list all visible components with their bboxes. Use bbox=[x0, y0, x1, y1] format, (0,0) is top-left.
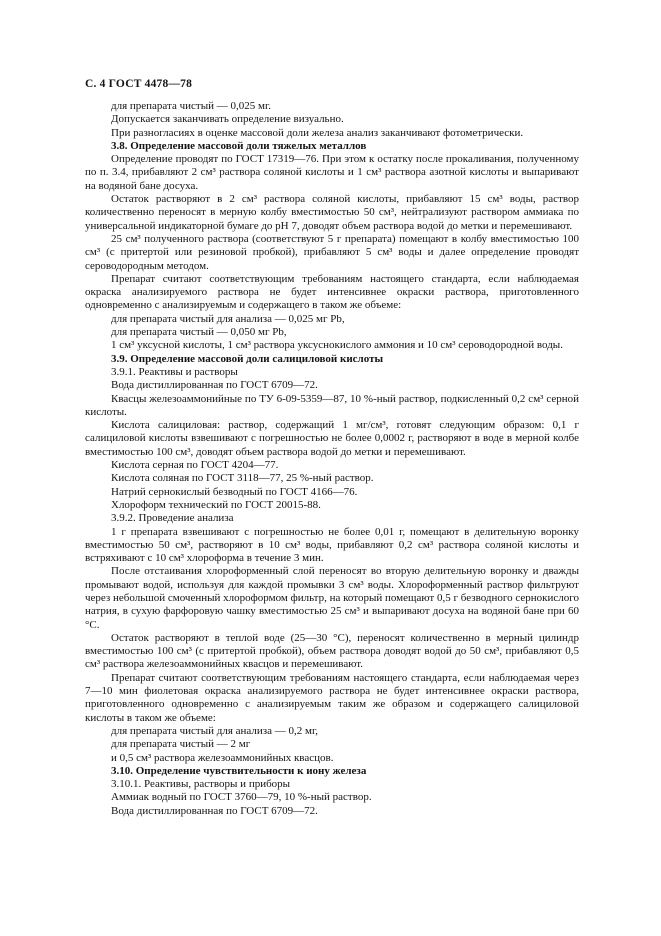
paragraph: 3.9.1. Реактивы и растворы bbox=[111, 365, 238, 378]
page-header: С. 4 ГОСТ 4478—78 bbox=[85, 78, 193, 90]
paragraph: для препарата чистый для анализа — 0,025 мг Pb, bbox=[111, 312, 345, 325]
paragraph: Хлороформ технический по ГОСТ 20015-88. bbox=[111, 498, 321, 511]
paragraph: Натрий сернокислый безводный по ГОСТ 4166—76. bbox=[111, 485, 358, 498]
paragraph: Препарат считают соответствующим требованиям настоящего стандарта, если наблюдаемая через 7—10 мин фиолетовая окраска анализируемого раствора не будет интенсивнее окраски раствора, приготовленного одновременно с анализируемым таким же образом и содержащего салициловой кислоты в таком же объеме: bbox=[85, 671, 579, 724]
paragraph: Кислота салициловая: раствор, содержащий 1 мг/см³, готовят следующим образом: 0,1 г салициловой кислоты взвешивают с погрешностью не более 0,0002 г, растворяют в воде в мерной колбе вместимостью 100 см³, доводят объем раствора водой до метки и перемешивают. bbox=[85, 419, 579, 458]
paragraph: Кислота серная по ГОСТ 4204—77. bbox=[111, 459, 279, 472]
paragraph: и 0,5 см³ раствора железоаммонийных квасцов. bbox=[111, 751, 334, 764]
paragraph: Остаток растворяют в теплой воде (25—30 °С), переносят количественно в мерный цилиндр вместимостью 100 см³ (с притертой пробкой), объем раствора доводят водой до 50 см³, прибавляют 0,5 см³ раствора железоаммонийных квасцов и перемешивают. bbox=[85, 631, 579, 671]
paragraph: После отстаивания хлороформенный слой переносят во вторую делительную воронку и дважды промывают водой, используя для каждой промывки 3 см³ воды. Хлороформенный раствор фильтруют через небольшой смоченный хлороформом фильтр, на который помещают 0,5 г безводного сернокислого натрия, в сухую фарфоровую чашку вместимостью 25 см³ и выпаривают досуха на водяной бане при 60 °С. bbox=[85, 565, 579, 631]
paragraph: 25 см³ полученного раствора (соответствуют 5 г препарата) помещают в колбу вместимостью 100 см³ (с притертой или резиновой пробкой), прибавляют 5 см³ воды и далее определение проводят сероводородным методом. bbox=[85, 232, 579, 272]
paragraph: При разногласиях в оценке массовой доли железа анализ заканчивают фотометрически. bbox=[111, 126, 524, 139]
paragraph: 3.10.1. Реактивы, растворы и приборы bbox=[111, 778, 291, 791]
section-heading: 3.10. Определение чувствительности к иону железа bbox=[111, 764, 367, 777]
paragraph: Остаток растворяют в 2 см³ раствора соляной кислоты, прибавляют 15 см³ воды, раствор количественно переносят в мерную колбу вместимостью 50 см³, нейтрализуют раствором аммиака по универсальной индикаторной бумаге до pH 7, доводят объем раствора водой до метки и перемешивают. bbox=[85, 193, 579, 232]
paragraph: для препарата чистый для анализа — 0,2 мг, bbox=[111, 724, 318, 737]
paragraph: Определение проводят по ГОСТ 17319—76. При этом к остатку после прокаливания, полученному по п. 3.4, прибавляют 2 см³ раствора соляной кислоты и 1 см³ раствора азотной кислоты и выпаривают на водяной бане досуха. bbox=[85, 153, 579, 192]
section-heading: 3.8. Определение массовой доли тяжелых металлов bbox=[111, 139, 367, 152]
paragraph: 3.9.2. Проведение анализа bbox=[111, 512, 234, 525]
document-body bbox=[85, 100, 579, 818]
paragraph: для препарата чистый — 0,050 мг Pb, bbox=[111, 326, 287, 339]
section-heading: 3.9. Определение массовой доли салициловой кислоты bbox=[111, 352, 384, 365]
paragraph: Аммиак водный по ГОСТ 3760—79, 10 %-ный раствор. bbox=[111, 791, 372, 804]
paragraph: Вода дистиллированная по ГОСТ 6709—72. bbox=[111, 379, 318, 392]
paragraph: Вода дистиллированная по ГОСТ 6709—72. bbox=[111, 804, 318, 817]
paragraph: для препарата чистый — 2 мг bbox=[111, 738, 251, 751]
paragraph: 1 см³ уксусной кислоты, 1 см³ раствора уксуснокислого аммония и 10 см³ сероводородной воды. bbox=[111, 339, 563, 352]
paragraph: Допускается заканчивать определение визуально. bbox=[111, 113, 344, 126]
paragraph: Кислота соляная по ГОСТ 3118—77, 25 %-ный раствор. bbox=[111, 472, 374, 485]
paragraph: 1 г препарата взвешивают с погрешностью не более 0,01 г, помещают в делительную воронку вместимостью 50 см³, растворяют в 10 см³ воды, прибавляют 0,2 см³ раствора соляной кислоты и встряхивают с 10 см³ хлороформа в течение 3 мин. bbox=[85, 525, 579, 565]
paragraph: Квасцы железоаммонийные по ТУ 6-09-5359—87, 10 %-ный раствор, подкисленный 0,2 см³ серной кислоты. bbox=[85, 392, 579, 418]
paragraph: для препарата чистый — 0,025 мг. bbox=[111, 100, 271, 112]
paragraph: Препарат считают соответствующим требованиям настоящего стандарта, если наблюдаемая окраска анализируемого раствора не будет интенсивнее окраски раствора, приготовленного одновременно с анализируемым и содержащего в таком же объеме: bbox=[85, 272, 579, 312]
